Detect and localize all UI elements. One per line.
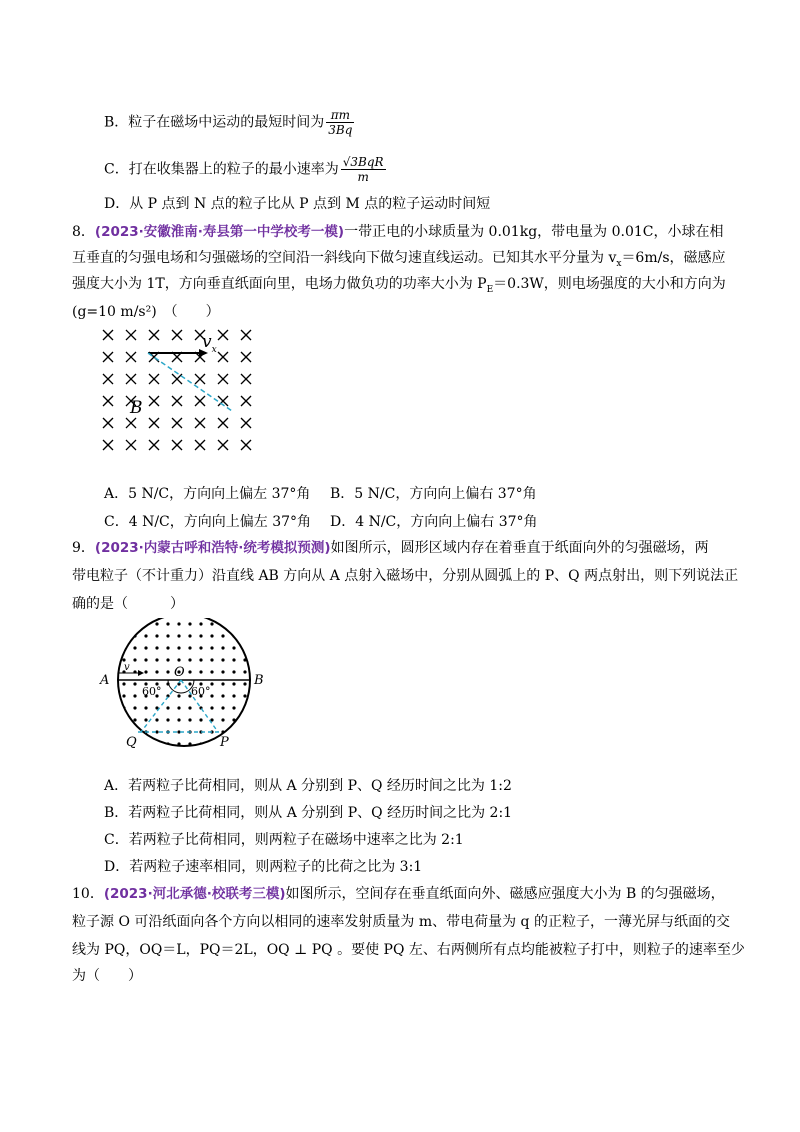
q8-option-b: B．5 N/C，方向向上偏右 37°角 bbox=[330, 486, 537, 502]
point-a-label: A bbox=[100, 673, 110, 688]
field-dot bbox=[243, 730, 246, 733]
field-dot bbox=[232, 658, 235, 661]
field-dot bbox=[155, 634, 158, 637]
field-dot bbox=[177, 634, 180, 637]
q10-stem-line2: 粒子源 O 可沿纸面向各个方向以相同的速率发射质量为 m、带电荷量为 q 的正粒子，一薄光屏与纸面的交 bbox=[72, 914, 730, 930]
field-dot bbox=[166, 622, 169, 625]
field-dot bbox=[232, 646, 235, 649]
field-dot bbox=[199, 718, 202, 721]
q10-stem-line3: 线为 PQ，OQ＝L，PQ＝2L，OQ ⊥ PQ 。要使 PQ 左、右两侧所有点均能被粒子打中，则粒子的速率至少 bbox=[72, 942, 745, 958]
field-dot bbox=[221, 658, 224, 661]
velocity-label: v bbox=[124, 662, 130, 673]
field-dot bbox=[210, 742, 213, 745]
field-dot bbox=[155, 622, 158, 625]
field-dot bbox=[221, 694, 224, 697]
field-dot bbox=[232, 730, 235, 733]
field-dot bbox=[133, 694, 136, 697]
field-dot bbox=[144, 718, 147, 721]
q7-option-c-fraction: $\frac{\text{√3BqR}}{m}$ bbox=[342, 155, 384, 184]
question-number: 9． bbox=[72, 540, 95, 556]
field-dot bbox=[144, 742, 147, 745]
field-dot bbox=[188, 634, 191, 637]
angle-left-label: 60° bbox=[142, 685, 162, 698]
field-dot bbox=[133, 706, 136, 709]
q9-option-a: A．若两粒子比荷相同，则从 A 分别到 P、Q 经历时间之比为 1:2 bbox=[104, 778, 512, 794]
q9-stem-line3: 确的是（ ） bbox=[72, 596, 184, 612]
field-dot bbox=[188, 706, 191, 709]
field-dot bbox=[144, 646, 147, 649]
point-p-label: P bbox=[220, 735, 229, 750]
point-b-label: B bbox=[254, 673, 264, 688]
field-dot bbox=[133, 730, 136, 733]
question-number: 8． bbox=[72, 224, 95, 240]
field-dot bbox=[177, 622, 180, 625]
field-dot bbox=[122, 622, 125, 625]
q8-magnetic-field-figure bbox=[96, 325, 286, 460]
field-dot bbox=[155, 670, 158, 673]
field-dot bbox=[122, 730, 125, 733]
field-dot bbox=[144, 670, 147, 673]
field-dot bbox=[122, 682, 125, 685]
field-dot bbox=[155, 742, 158, 745]
field-dot bbox=[210, 658, 213, 661]
field-dot bbox=[221, 706, 224, 709]
q8-stem-line1: 8．(2023·安徽淮南·寿县第一中学校考一模)一带正电的小球质量为 0.01kg，带电量为 0.01C，小球在相 bbox=[72, 224, 724, 240]
field-dot bbox=[133, 646, 136, 649]
field-dot bbox=[166, 646, 169, 649]
q9-option-c: C．若两粒子比荷相同，则两粒子在磁场中速率之比为 2:1 bbox=[104, 832, 464, 848]
field-dot bbox=[144, 706, 147, 709]
field-dot bbox=[155, 658, 158, 661]
q8-stem-line3: 强度大小为 1T，方向垂直纸面向里，电场力做负功的功率大小为 $P_E=0.3W$，则电场强度的大小和方向为 bbox=[72, 276, 726, 295]
field-dot bbox=[188, 622, 191, 625]
field-dot bbox=[122, 718, 125, 721]
field-dot bbox=[243, 742, 246, 745]
field-out-of-page-dots bbox=[122, 622, 246, 745]
field-into-page-crosses bbox=[103, 330, 251, 450]
q7-option-b: B．粒子在磁场中运动的最短时间为 $\frac{\pi m}{3Bq}$ bbox=[104, 108, 353, 137]
field-dot bbox=[166, 706, 169, 709]
q8-option-a: A．5 N/C，方向向上偏左 37°角 bbox=[104, 486, 311, 502]
field-dot bbox=[221, 670, 224, 673]
q8-option-c: C．4 N/C，方向向上偏左 37°角 bbox=[104, 514, 312, 530]
field-dot bbox=[232, 742, 235, 745]
b-label: B bbox=[130, 398, 143, 418]
field-dot bbox=[243, 682, 246, 685]
field-dot bbox=[232, 694, 235, 697]
q9-circular-field-figure bbox=[96, 618, 276, 760]
field-dot bbox=[199, 658, 202, 661]
velocity-arrow-head bbox=[138, 670, 144, 676]
field-dot bbox=[177, 646, 180, 649]
field-dot bbox=[210, 670, 213, 673]
field-dot bbox=[177, 694, 180, 697]
q9-stem-line2: 带电粒子（不计重力）沿直线 AB 方向从 A 点射入磁场中，分别从圆弧上的 P、Q 两点射出，则下列说法正 bbox=[72, 568, 739, 584]
q8-option-d: D．4 N/C，方向向上偏右 37°角 bbox=[330, 514, 538, 530]
field-dot bbox=[122, 634, 125, 637]
field-dot bbox=[122, 694, 125, 697]
question-number: 10． bbox=[72, 886, 104, 902]
q7-option-b-fraction: $\frac{\pi m}{3Bq}$ bbox=[328, 108, 353, 137]
field-dot bbox=[166, 634, 169, 637]
field-dot bbox=[133, 658, 136, 661]
field-dot bbox=[133, 718, 136, 721]
field-dot bbox=[221, 634, 224, 637]
field-dot bbox=[133, 682, 136, 685]
field-dot bbox=[199, 622, 202, 625]
q10-stem-line4: 为（ ） bbox=[72, 968, 142, 984]
question-source: (2023·安徽淮南·寿县第一中学校考一模) bbox=[94, 224, 345, 240]
question-source: (2023·内蒙古呼和浩特·统考模拟预测) bbox=[94, 540, 331, 556]
field-dot bbox=[199, 646, 202, 649]
field-dot bbox=[210, 634, 213, 637]
field-dot bbox=[232, 682, 235, 685]
field-dot bbox=[232, 670, 235, 673]
field-circle bbox=[118, 618, 250, 746]
q10-stem-line1: 10．(2023·河北承德·校联考三模)如图所示，空间存在垂直纸面向外、磁感应强度大小为 B 的匀强磁场， bbox=[72, 886, 725, 902]
field-dot bbox=[243, 718, 246, 721]
point-q-label: Q bbox=[126, 735, 137, 750]
angle-right-label: 60° bbox=[191, 685, 211, 698]
field-dot bbox=[188, 658, 191, 661]
field-dot bbox=[144, 634, 147, 637]
field-dot bbox=[199, 670, 202, 673]
field-dot bbox=[188, 718, 191, 721]
field-dot bbox=[133, 622, 136, 625]
field-dot bbox=[155, 718, 158, 721]
q9-stem-line1: 9．(2023·内蒙古呼和浩特·统考模拟预测)如图所示，圆形区域内存在着垂直于纸面向外的匀强磁场，两 bbox=[72, 540, 709, 556]
field-dot bbox=[243, 670, 246, 673]
field-dot bbox=[243, 694, 246, 697]
q8-stem-line4: (g=10 m/s²) （ ） bbox=[72, 304, 220, 320]
field-dot bbox=[155, 646, 158, 649]
point-o-label: O bbox=[174, 665, 185, 680]
field-dot bbox=[243, 634, 246, 637]
field-dot bbox=[210, 706, 213, 709]
field-dot bbox=[166, 670, 169, 673]
field-dot bbox=[166, 658, 169, 661]
q8-stem-line2: 互垂直的匀强电场和匀强磁场的空间沿一斜线向下做匀速直线运动。已知其水平分量为 $v_x=6m/s$，磁感应 bbox=[72, 250, 726, 269]
q7-option-c: C．打在收集器上的粒子的最小速率为 $\frac{\text{√3BqR}}{m}$ bbox=[104, 155, 384, 184]
field-dot bbox=[243, 622, 246, 625]
field-dot bbox=[210, 622, 213, 625]
question-source: (2023·河北承德·校联考三模) bbox=[103, 886, 286, 902]
vx-label: $v_x$ bbox=[202, 332, 217, 355]
field-dot bbox=[210, 694, 213, 697]
q9-option-d: D．若两粒子速率相同，则两粒子的比荷之比为 3:1 bbox=[104, 859, 423, 875]
field-dot bbox=[144, 658, 147, 661]
field-dot bbox=[177, 706, 180, 709]
field-dot bbox=[177, 718, 180, 721]
field-dot bbox=[166, 718, 169, 721]
field-dot bbox=[188, 670, 191, 673]
field-dot bbox=[210, 646, 213, 649]
field-dot bbox=[232, 622, 235, 625]
q7-option-d: D．从 P 点到 N 点的粒子比从 P 点到 M 点的粒子运动时间短 bbox=[104, 196, 491, 212]
field-dot bbox=[243, 646, 246, 649]
field-dot bbox=[210, 682, 213, 685]
q9-option-b: B．若两粒子比荷相同，则从 A 分别到 P、Q 经历时间之比为 2:1 bbox=[104, 805, 513, 821]
field-dot bbox=[177, 658, 180, 661]
field-dot bbox=[221, 682, 224, 685]
field-dot bbox=[232, 706, 235, 709]
field-dot bbox=[221, 646, 224, 649]
field-dot bbox=[188, 646, 191, 649]
field-dot bbox=[199, 634, 202, 637]
field-dot bbox=[221, 718, 224, 721]
